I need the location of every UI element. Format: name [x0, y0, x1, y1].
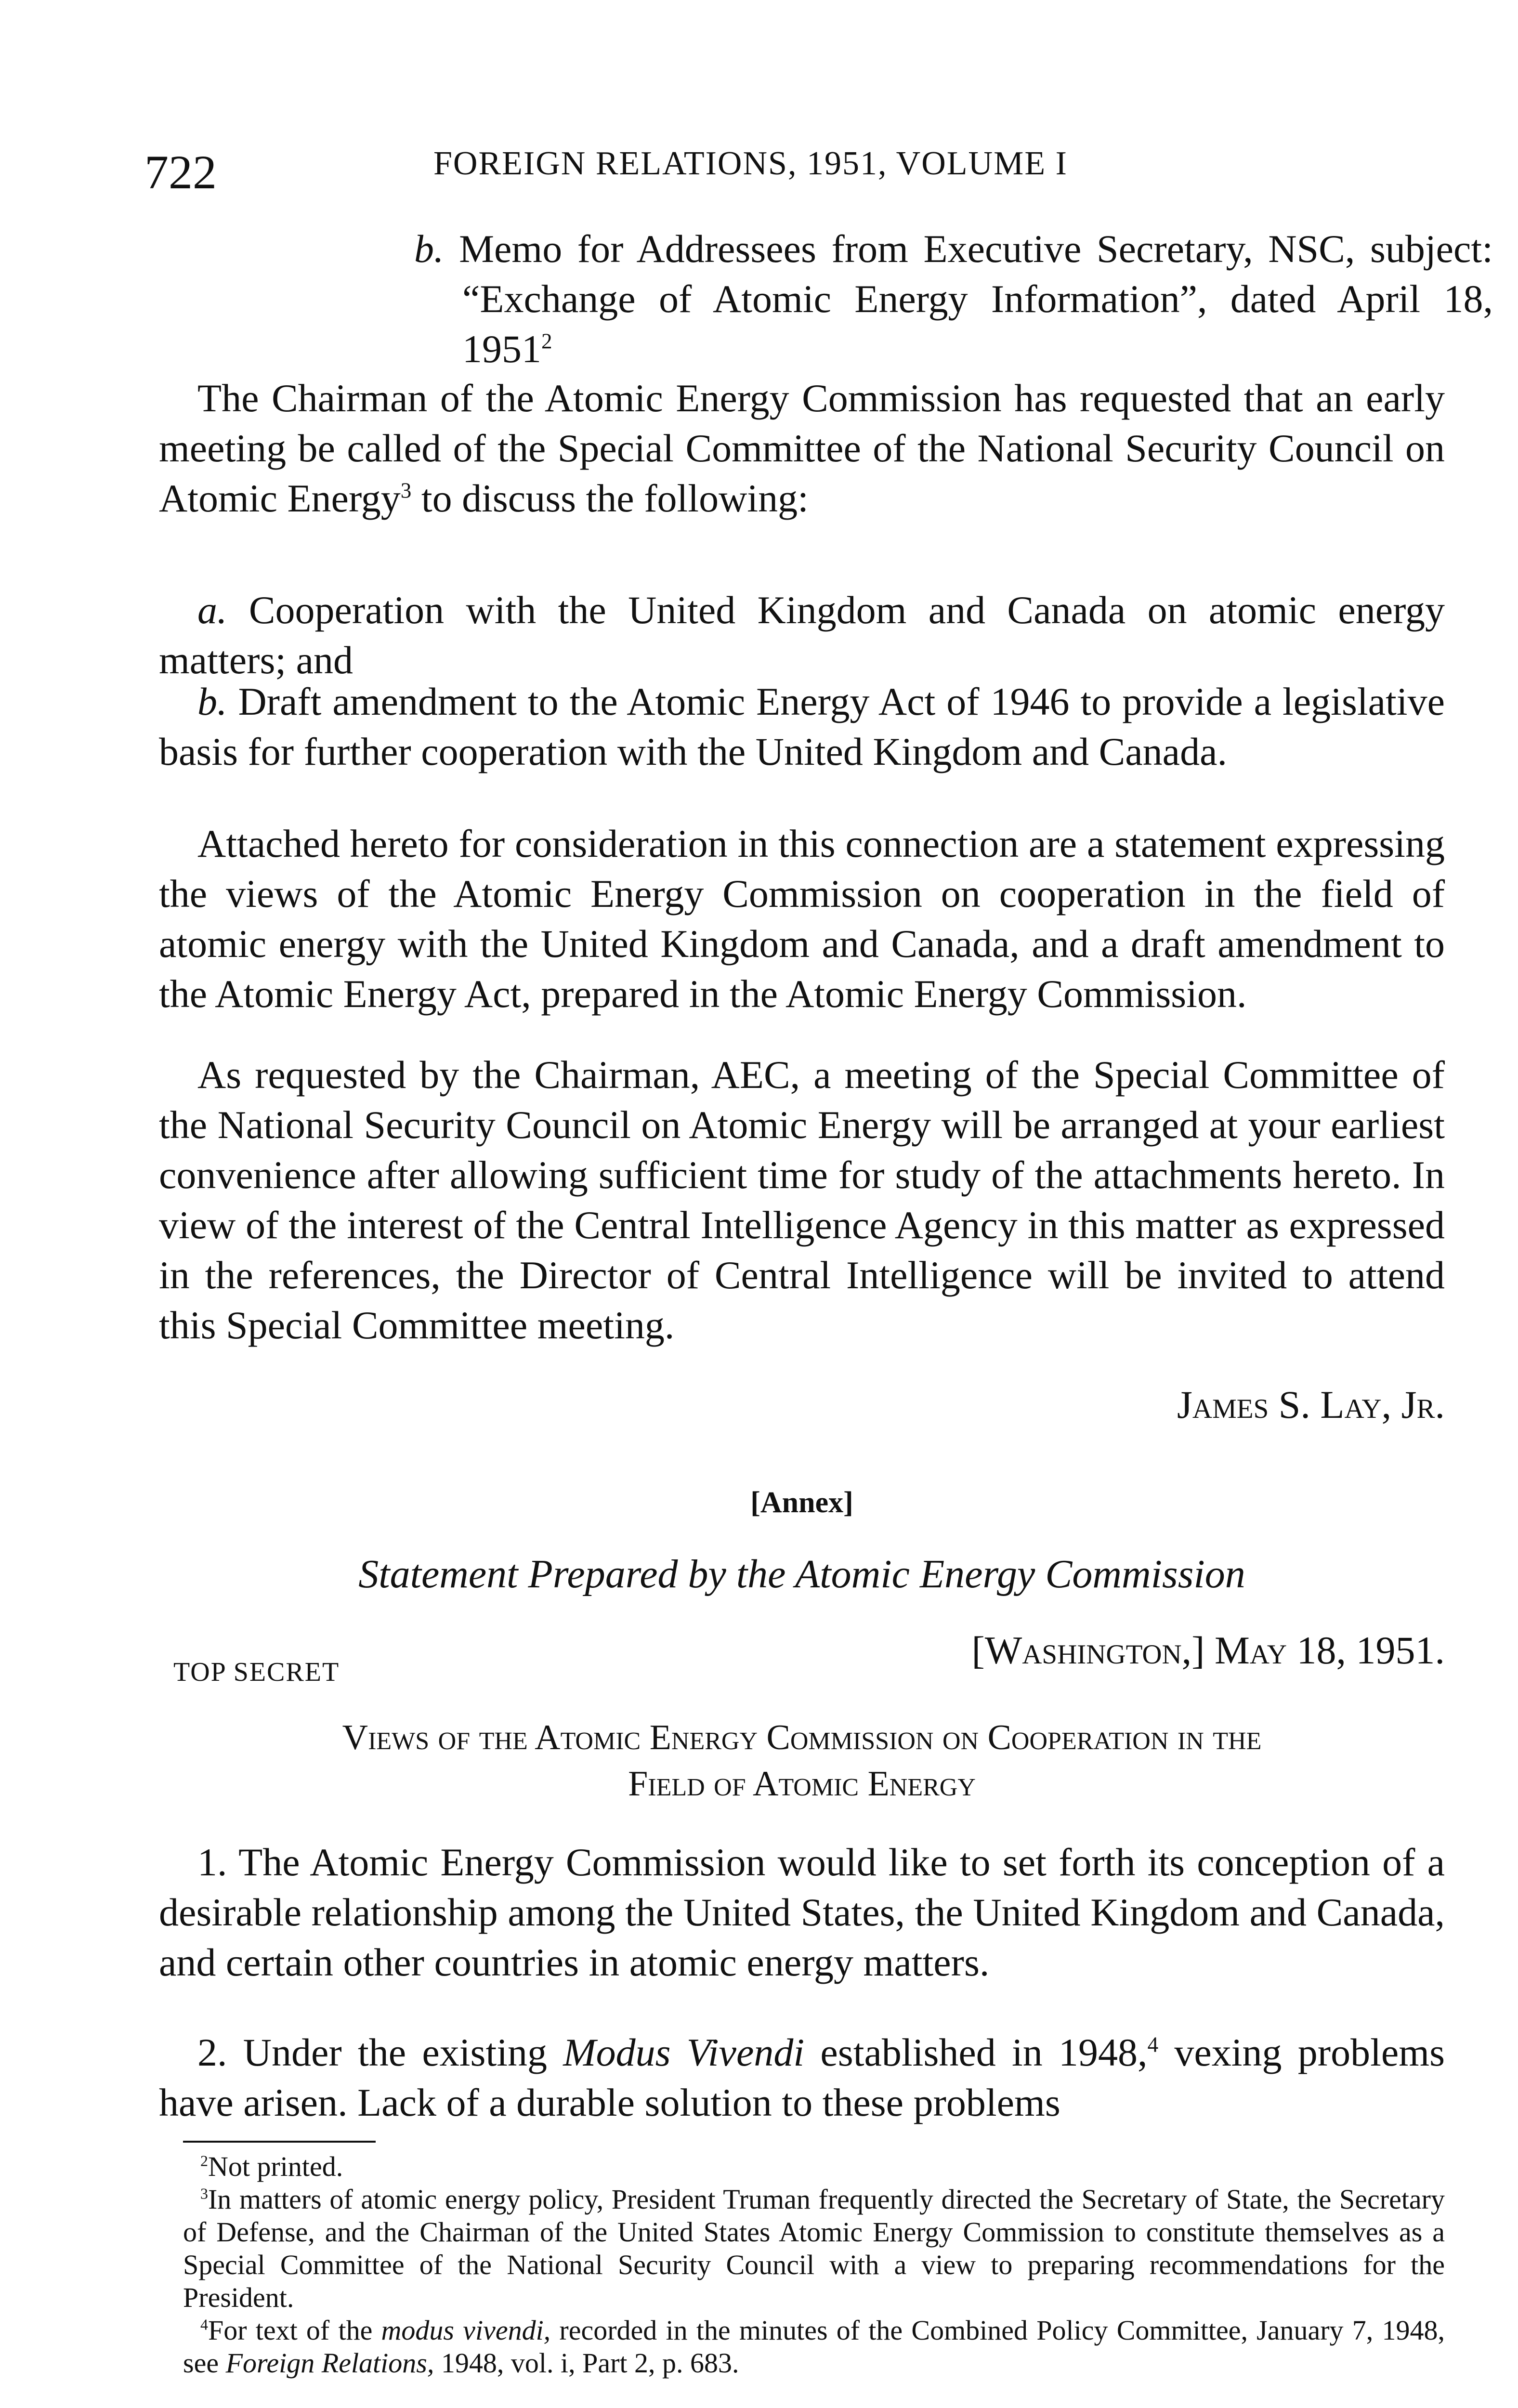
- footnote-ref-4: 4: [1147, 2032, 1159, 2057]
- running-title: FOREIGN RELATIONS, 1951, VOLUME I: [433, 145, 1068, 182]
- footnote-4-foreign-relations: Foreign Relations,: [225, 2347, 434, 2379]
- place-date: [Washington,] May 18, 1951.: [971, 1628, 1445, 1672]
- footnote-2: [183, 2150, 1445, 2183]
- footnote-3-mark: 3: [200, 2185, 208, 2202]
- modus-vivendi-term: Modus Vivendi: [563, 2030, 805, 2074]
- annex-paragraph-2-end: vexing problems have arisen. Lack of a durable solution to these problems: [159, 2030, 1445, 2124]
- list-item-a-label: a.: [197, 588, 227, 632]
- paragraph-request-tail: to discuss the following:: [411, 476, 809, 520]
- list-item-a-text: Cooperation with the United Kingdom and Canada on atomic energy matters; and: [159, 588, 1445, 682]
- footnote-2-text: Not printed.: [208, 2151, 343, 2182]
- footnote-4-text: For text of the: [208, 2315, 381, 2346]
- views-heading-line-1: Views of the Atomic Energy Commission on Cooperation in the: [342, 1718, 1262, 1757]
- classification-marking: TOP SECRET: [173, 1657, 340, 1687]
- list-item-b: [159, 677, 1445, 777]
- footnote-4-mark: 4: [200, 2316, 208, 2333]
- footnote-2-mark: 2: [200, 2152, 208, 2170]
- paragraph-meeting: As requested by the Chairman, AEC, a meeting of the Special Committee of the National Security Council on Atomic Energy will be arranged at your earliest convenience after allowing sufficient time for study of the attachments hereto. In view of the interest of the Central Intelligence Agency in this matter as expressed in the references, the Director of Central Intelligence will be invited to attend this Special Committee meeting.: [159, 1053, 1445, 1347]
- footnote-rule: [183, 2141, 376, 2143]
- reference-b-text: Memo for Addressees from Executive Secretary, NSC, subject: “Exchange of Atomic Energy Information”, dated April 18, 1951: [459, 227, 1493, 371]
- reference-b-label: b.: [414, 227, 444, 271]
- footnote-4-modus-vivendi: modus vivendi,: [381, 2315, 551, 2346]
- annex-label: [Annex]: [750, 1486, 853, 1519]
- paragraph-attached: Attached hereto for consideration in this connection are a statement expressing the views of the Atomic Energy Commission on cooperation in the field of atomic energy with the United Kingdom and Canada, and a draft amendment to the Atomic Energy Act, prepared in the Atomic Energy Commission.: [159, 822, 1445, 1016]
- footnote-ref-2: 2: [541, 329, 552, 353]
- footnote-ref-3: 3: [400, 478, 412, 503]
- page-number: 722: [144, 145, 217, 199]
- list-item-a: [159, 585, 1445, 685]
- annex-paragraph-2-start: 2. Under the existing: [197, 2030, 563, 2074]
- footnotes: [183, 2150, 1445, 2380]
- paragraph-request-text: The Chairman of the Atomic Energy Commission has requested that an early meeting be called of the Special Committee of the National Security Council on Atomic Energy: [159, 376, 1445, 520]
- footnote-4: [183, 2314, 1445, 2380]
- footnote-4-end: 1948, vol. i, Part 2, p. 683.: [434, 2347, 739, 2379]
- annex-paragraph-2: [159, 2028, 1445, 2128]
- views-heading: [159, 1714, 1445, 1807]
- list-item-b-text: Draft amendment to the Atomic Energy Act of 1946 to provide a legislative basis for further cooperation with the United Kingdom and Canada.: [159, 680, 1445, 773]
- footnote-4-mid: recorded in the minutes of the Combined Policy Committee, January 7, 1948, see: [183, 2315, 1445, 2379]
- reference-b: [414, 224, 1493, 374]
- footnote-3: [183, 2183, 1445, 2314]
- footnote-3-text: In matters of atomic energy policy, President Truman frequently directed the Secretary of State, the Secretary of Defense, and the Chairman of the United States Atomic Energy Commission to constitute themselves as a Special Committee of the National Security Council with a view to preparing recommendations for the President.: [183, 2184, 1445, 2313]
- list-item-b-label: b.: [197, 680, 227, 723]
- annex-paragraph-2-mid: established in 1948,: [804, 2030, 1148, 2074]
- paragraph-request: [159, 373, 1445, 523]
- signature: James S. Lay, Jr.: [1177, 1383, 1445, 1426]
- annex-paragraph-1: 1. The Atomic Energy Commission would like to set forth its conception of a desirable relationship among the United States, the United Kingdom and Canada, and certain other countries in atomic energy matters.: [159, 1840, 1445, 1984]
- views-heading-line-2: Field of Atomic Energy: [628, 1764, 976, 1804]
- statement-title: Statement Prepared by the Atomic Energy Commission: [358, 1552, 1245, 1597]
